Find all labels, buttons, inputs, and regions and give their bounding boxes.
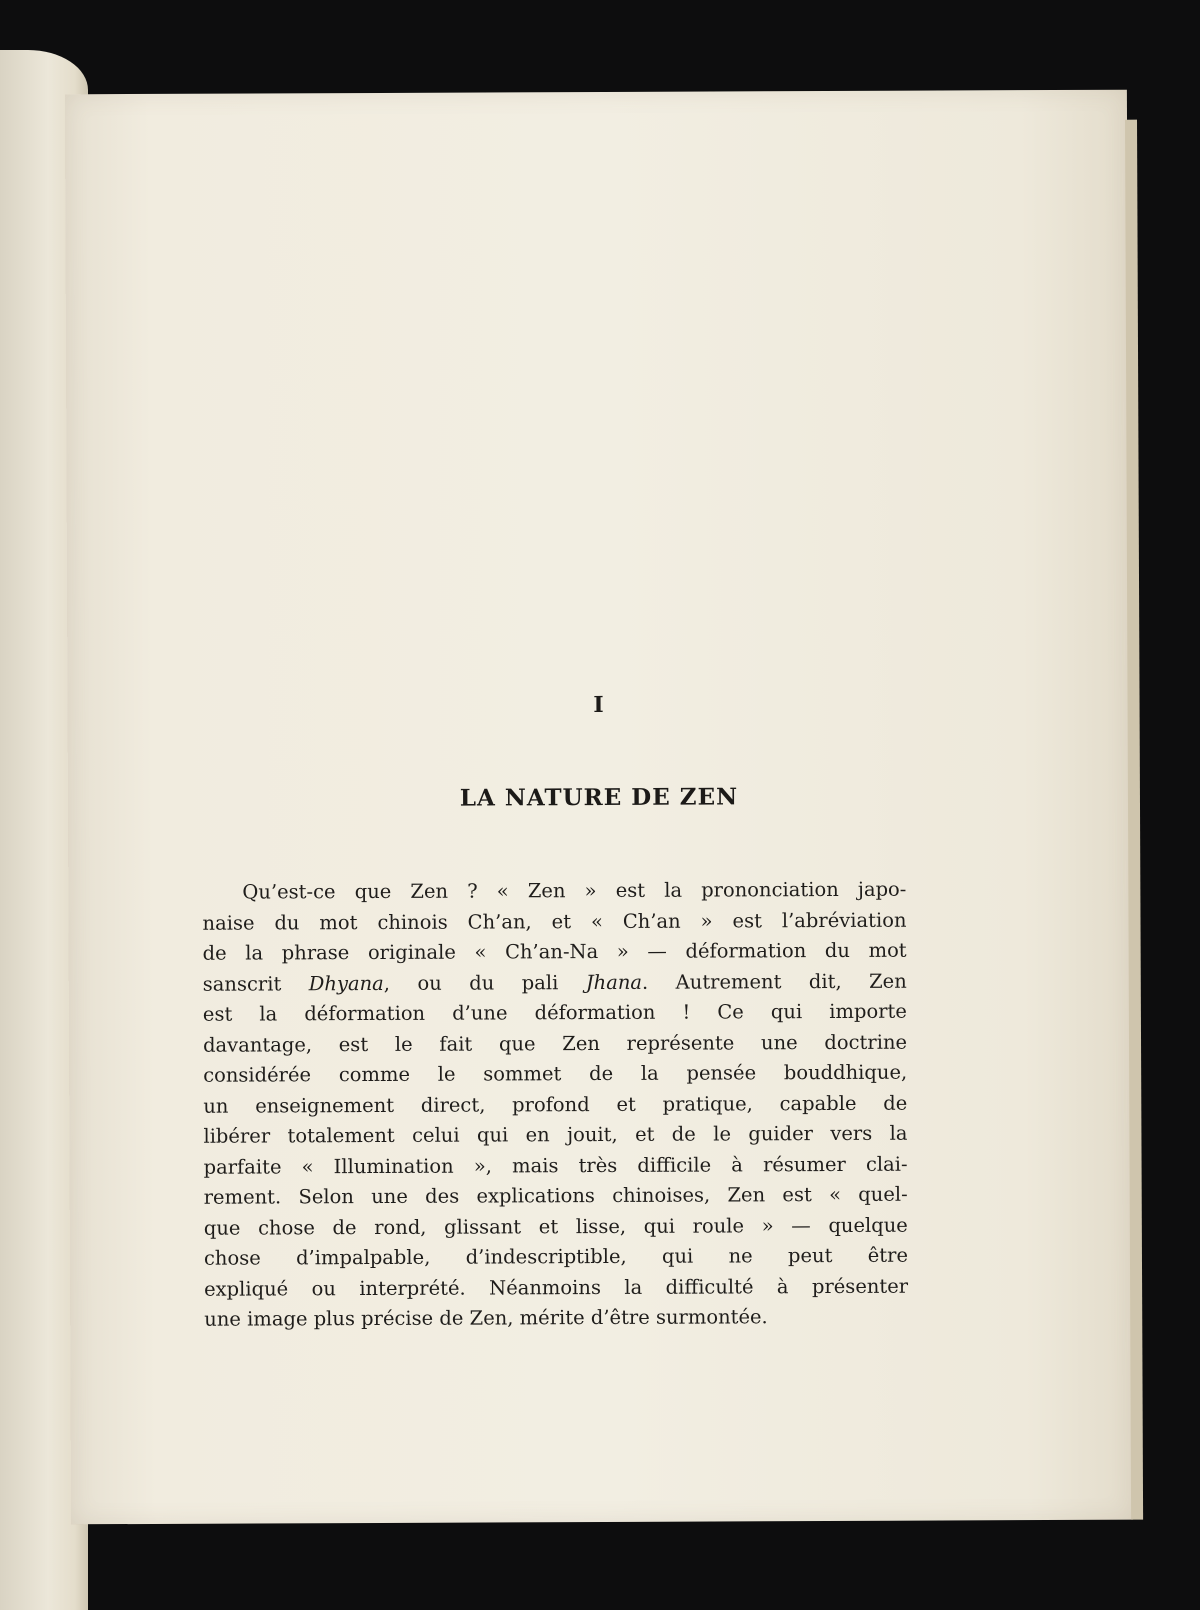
text-line: une image plus précise de Zen, mérite d’être surmontée. <box>204 1305 768 1331</box>
chapter-number: I <box>593 691 604 719</box>
chapter-paragraph <box>202 875 908 1336</box>
text-fragment: , ou du pali <box>383 970 586 995</box>
italic-term-dhyana: Dhyana <box>308 971 384 995</box>
text-line: parfaite « Illumination », mais très difficile à résumer clai- <box>203 1152 908 1179</box>
text-line: rement. Selon une des explications chinoises, Zen est « quel- <box>203 1182 908 1209</box>
text-line: de la phrase originale « Ch’an-Na » — déformation du mot <box>202 938 907 965</box>
text-line: chose d’impalpable, d’indescriptible, qui ne peut être <box>203 1243 909 1270</box>
chapter-title: LA NATURE DE ZEN <box>459 783 739 812</box>
text-line-with-italics <box>203 966 907 1000</box>
italic-term-jhana: Jhana <box>585 970 643 994</box>
text-line: libérer totalement celui qui en jouit, et de le guider vers la <box>203 1121 908 1148</box>
text-line: considérée comme le sommet de la pensée bouddhique, <box>203 1060 908 1087</box>
text-line: un enseignement direct, profond et pratique, capable de <box>203 1091 908 1118</box>
text-line: naise du mot chinois Ch’an, et « Ch’an » est l’abréviation <box>202 908 907 935</box>
text-line: expliqué ou interprété. Néanmoins la difficulté à présenter <box>204 1274 909 1301</box>
book-page <box>65 90 1133 1525</box>
text-line: est la déformation d’une déformation ! Ce qui importe <box>202 999 907 1026</box>
text-fragment: sanscrit <box>202 971 309 996</box>
text-line: que chose de rond, glissant et lisse, qui roule » — quelque <box>203 1213 908 1240</box>
text-line: Qu’est-ce que Zen ? « Zen » est la prononciation japo- <box>242 877 907 904</box>
page-edge <box>1125 120 1143 1520</box>
text-fragment: . Autrement dit, Zen <box>641 969 907 994</box>
text-line: davantage, est le fait que Zen représente une doctrine <box>202 1030 908 1057</box>
